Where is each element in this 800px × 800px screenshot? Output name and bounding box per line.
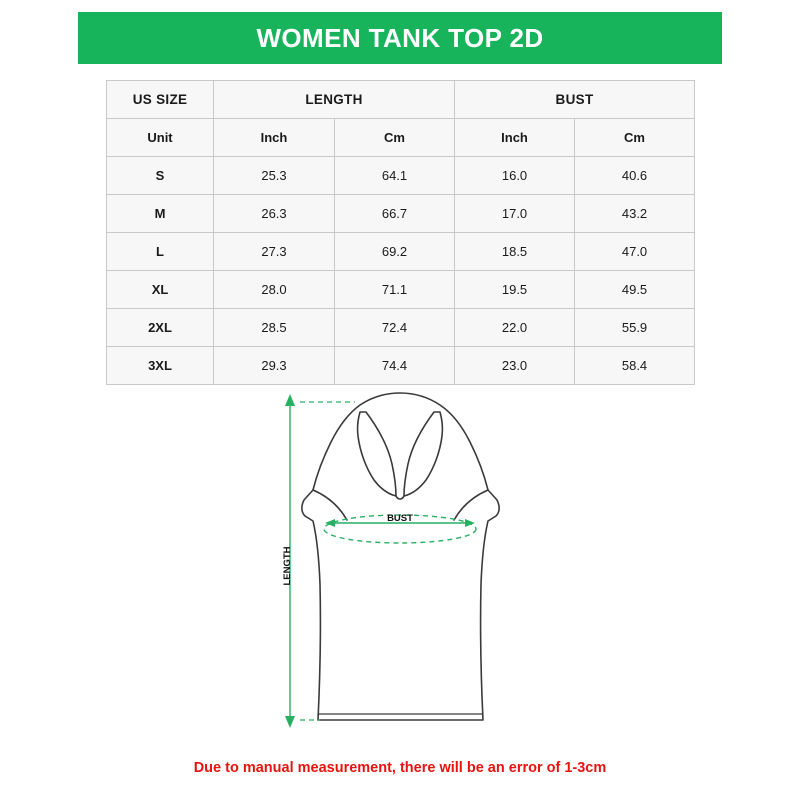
table-row — [107, 309, 695, 347]
cell-bust-cm: 47.0 — [575, 233, 695, 271]
size-table — [106, 80, 695, 385]
cell-bust-inch: 18.5 — [455, 233, 575, 271]
unit-length-cm: Cm — [335, 119, 455, 157]
cell-bust-inch: 22.0 — [455, 309, 575, 347]
cell-bust-inch: 19.5 — [455, 271, 575, 309]
cell-size: M — [107, 195, 214, 233]
column-header-us-size: US SIZE — [107, 81, 214, 119]
cell-size: L — [107, 233, 214, 271]
cell-length-cm: 71.1 — [335, 271, 455, 309]
cell-bust-inch: 16.0 — [455, 157, 575, 195]
header-banner — [78, 12, 722, 64]
cell-size: XL — [107, 271, 214, 309]
page-title: WOMEN TANK TOP 2D — [256, 22, 544, 53]
cell-length-cm: 66.7 — [335, 195, 455, 233]
unit-length-inch: Inch — [214, 119, 335, 157]
measurement-disclaimer: Due to manual measurement, there will be an error of 1-3cm — [193, 760, 607, 776]
cell-length-cm: 72.4 — [335, 309, 455, 347]
length-label: LENGTH — [282, 546, 293, 586]
cell-length-cm: 69.2 — [335, 233, 455, 271]
unit-bust-inch: Inch — [455, 119, 575, 157]
table-group-header-row — [107, 81, 695, 119]
table-row — [107, 271, 695, 309]
cell-length-inch: 25.3 — [214, 157, 335, 195]
size-table-container — [106, 80, 694, 385]
cell-bust-inch: 17.0 — [455, 195, 575, 233]
tank-top-illustration — [302, 393, 499, 720]
cell-bust-cm: 49.5 — [575, 271, 695, 309]
cell-bust-cm: 43.2 — [575, 195, 695, 233]
cell-size: S — [107, 157, 214, 195]
cell-bust-cm: 40.6 — [575, 157, 695, 195]
cell-bust-inch: 23.0 — [455, 347, 575, 385]
cell-size: 3XL — [107, 347, 214, 385]
cell-bust-cm: 58.4 — [575, 347, 695, 385]
cell-length-inch: 29.3 — [214, 347, 335, 385]
unit-label: Unit — [107, 119, 214, 157]
cell-length-cm: 64.1 — [335, 157, 455, 195]
bust-label: BUST — [387, 513, 413, 524]
table-row — [107, 195, 695, 233]
cell-length-inch: 28.5 — [214, 309, 335, 347]
column-header-bust: BUST — [455, 81, 695, 119]
table-row — [107, 233, 695, 271]
table-row — [107, 157, 695, 195]
cell-length-cm: 74.4 — [335, 347, 455, 385]
table-row — [107, 347, 695, 385]
cell-size: 2XL — [107, 309, 214, 347]
table-unit-row — [107, 119, 695, 157]
cell-bust-cm: 55.9 — [575, 309, 695, 347]
cell-length-inch: 26.3 — [214, 195, 335, 233]
cell-length-inch: 28.0 — [214, 271, 335, 309]
garment-diagram — [0, 388, 800, 748]
unit-bust-cm: Cm — [575, 119, 695, 157]
column-header-length: LENGTH — [214, 81, 455, 119]
cell-length-inch: 27.3 — [214, 233, 335, 271]
